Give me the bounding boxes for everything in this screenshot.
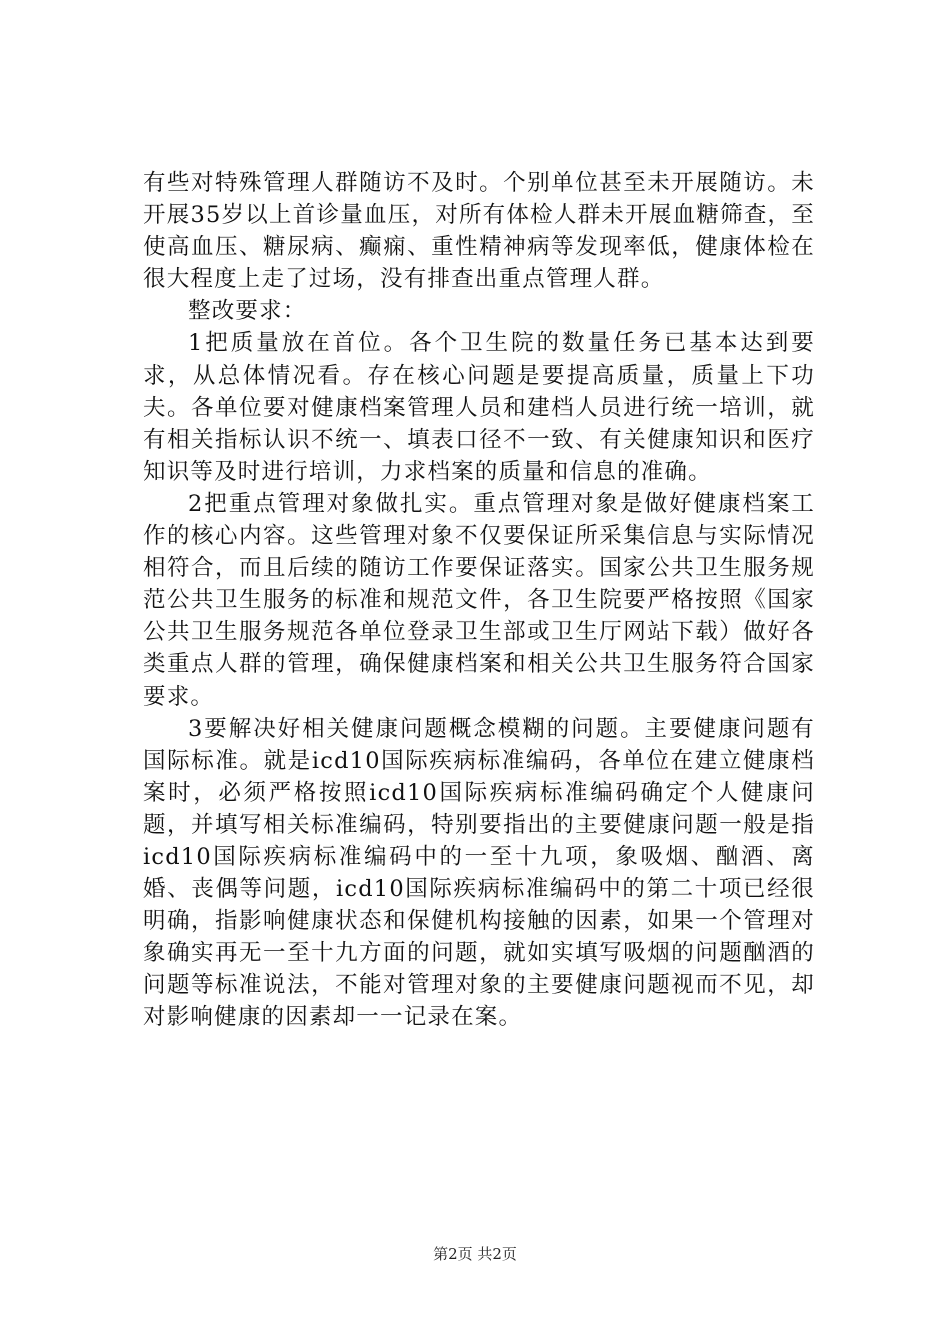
paragraph-item-2: 2把重点管理对象做扎实。重点管理对象是做好健康档案工作的核心内容。这些管理对象不仅要保证所采集信息与实际情况相符合，而且后续的随访工作要保证落实。国家公共卫生服务规范公共卫生服务的标准和规范文件，各卫生院要严格按照《国家公共卫生服务规范各单位登录卫生部或卫生厅网站下载）做好各类重点人群的管理，确保健康档案和相关公共卫生服务符合国家要求。: [143, 490, 815, 710]
page-number-footer: 第2页 共2页: [433, 1245, 517, 1263]
document-body: [143, 167, 815, 1034]
paragraph-item-3: 3要解决好相关健康问题概念模糊的问题。主要健康问题有国际标准。就是icd10国际疾病标准编码，各单位在建立健康档案时，必须严格按照icd10国际疾病标准编码确定个人健康问题，并填写相关标准编码，特别要指出的主要健康问题一般是指icd10国际疾病标准编码中的一至十九项，象吸烟、酗酒、离婚、丧偶等问题，icd10国际疾病标准编码中的第二十项已经很明确，指影响健康状态和保健机构接触的因素，如果一个管理对象确实再无一至十九方面的问题，就如实填写吸烟的问题酗酒的问题等标准说法，不能对管理对象的主要健康问题视而不见，却对影响健康的因素却一一记录在案。: [143, 715, 815, 1031]
paragraph-item-1: 1把质量放在首位。各个卫生院的数量任务已基本达到要求，从总体情况看。存在核心问题是要提高质量，质量上下功夫。各单位要对健康档案管理人员和建档人员进行统一培训，就有相关指标认识不统一、填表口径不一致、有关健康知识和医疗知识等及时进行培训，力求档案的质量和信息的准确。: [143, 330, 815, 485]
paragraph-continuation: 有些对特殊管理人群随访不及时。个别单位甚至未开展随访。未开展35岁以上首诊量血压，对所有体检人群未开展血糖筛查，至使高血压、糖尿病、癫痫、重性精神病等发现率低，健康体检在很大程度上走了过场，没有排查出重点管理人群。: [143, 170, 815, 293]
paragraph-rectification-heading: 整改要求：: [188, 298, 307, 325]
